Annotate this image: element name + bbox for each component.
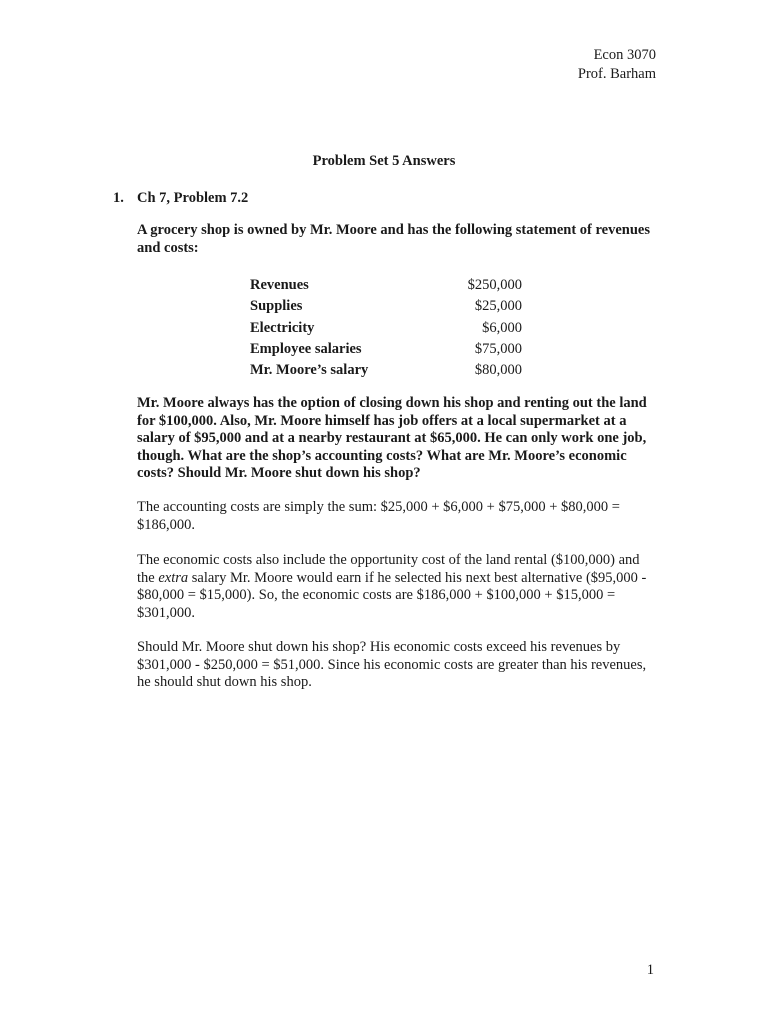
question-heading: Ch 7, Problem 7.2	[137, 190, 249, 206]
statement-label: Mr. Moore’s salary	[250, 362, 369, 379]
statement-row	[250, 318, 522, 339]
statement-value: $6,000	[482, 319, 522, 336]
statement-row	[250, 339, 522, 360]
professor-name: Prof. Barham	[577, 66, 656, 82]
economic-text-italic: extra	[158, 569, 189, 586]
statement-value: $250,000	[467, 277, 522, 293]
answer-accounting-costs: The accounting costs are simply the sum: $25,000 + $6,000 + $75,000 + $80,000 = $186,000.	[137, 499, 620, 533]
statement-row	[250, 360, 522, 381]
document-header	[578, 46, 656, 84]
answer-shutdown: Should Mr. Moore shut down his shop? His economic costs exceed his revenues by $301,000 - $250,000 = $51,000. Since his economic costs are greater than his revenues, he should shut down his shop.	[137, 639, 647, 691]
statement-label: Supplies	[250, 298, 303, 315]
statement-value: $75,000	[474, 340, 522, 357]
statement-row	[250, 296, 522, 317]
question-number: 1.	[113, 190, 124, 206]
statement-label: Revenues	[250, 277, 309, 293]
answer-economic-costs	[137, 552, 657, 622]
economic-text-part2: salary Mr. Moore would earn if he selected his next best alternative ($95,000 - $80,000 = $15,000). So, the economic costs are $186,000 + $100,000 + $15,000 = $301,000.	[137, 569, 647, 621]
page-title: Problem Set 5 Answers	[312, 153, 456, 169]
statement-row	[250, 275, 522, 296]
page-number: 1	[646, 962, 654, 978]
economic-text-part1: The economic costs also include the opportunity cost of the land rental ($100,000) and the	[137, 552, 640, 586]
question-intro: A grocery shop is owned by Mr. Moore and has the following statement of revenues and costs:	[137, 222, 650, 256]
statement-value: $25,000	[474, 298, 522, 315]
statement-label: Employee salaries	[250, 340, 362, 357]
revenue-cost-statement	[250, 275, 522, 381]
course-name: Econ 3070	[593, 47, 656, 63]
statement-value: $80,000	[474, 362, 522, 379]
question-prompt: Mr. Moore always has the option of closing down his shop and renting out the land for $100,000. Also, Mr. Moore himself has job offers at a local supermarket at a salary of $95,000 and at a nearby restaurant at $65,000. He can only work one job, though. What are the shop’s accounting costs? What are Mr. Moore’s economic costs? Should Mr. Moore shut down his shop?	[137, 395, 647, 482]
statement-label: Electricity	[250, 319, 315, 336]
